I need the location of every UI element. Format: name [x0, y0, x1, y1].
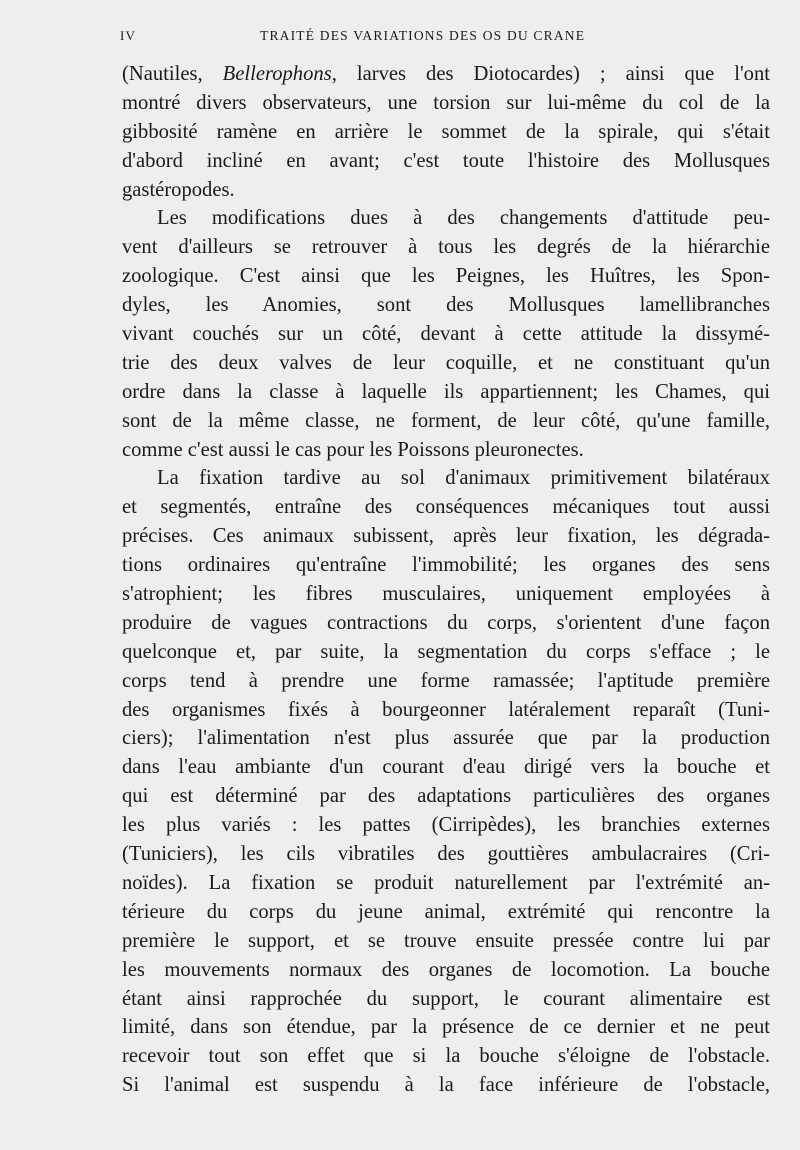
text-line: les plus variés : les pattes (Cirripèdes), les branchies externes [122, 814, 770, 837]
text-line: et segmentés, entraîne des conséquences mécaniques tout aussi [122, 496, 770, 519]
text-line: corps tend à prendre une forme ramassée; l'aptitude première [122, 669, 770, 692]
text-line: térieure du corps du jeune animal, extrémité qui rencontre la [122, 900, 770, 923]
text-line: première le support, et se trouve ensuite pressée contre lui par [122, 929, 770, 952]
text-line: noïdes). La fixation se produit naturellement par l'extrémité an- [122, 871, 770, 894]
text-line: trie des deux valves de leur coquille, et ne constituant qu'un [122, 351, 770, 374]
text-line: zoologique. C'est ainsi que les Peignes, les Huîtres, les Spon- [122, 265, 770, 288]
text-line: gibbosité ramène en arrière le sommet de la spirale, qui s'était [122, 120, 770, 143]
text-line: dans l'eau ambiante d'un courant d'eau dirigé vers la bouche et [122, 756, 770, 779]
text-line: Si l'animal est suspendu à la face inférieure de l'obstacle, [122, 1074, 770, 1097]
text-line: dyles, les Anomies, sont des Mollusques lamellibranches [122, 294, 770, 317]
text-line: La fixation tardive au sol d'animaux primitivement bilatéraux [157, 467, 770, 490]
text-line: (Nautiles, Bellerophons, larves des Diotocardes) ; ainsi que l'ont [122, 63, 770, 85]
page-number: IV [120, 28, 137, 43]
text-line: recevoir tout son effet que si la bouche s'éloigne de l'obstacle. [122, 1045, 770, 1068]
running-head [120, 28, 770, 48]
text-line: vivant couchés sur un côté, devant à cette attitude la dissymé- [122, 323, 770, 346]
text-line: (Tuniciers), les cils vibratiles des gouttières ambulacraires (Cri- [122, 843, 770, 866]
text-line: montré divers observateurs, une torsion sur lui-même du col de la [122, 91, 770, 114]
italic-term: Bellerophons [222, 63, 332, 85]
text-line: des organismes fixés à bourgeonner latéralement reparaît (Tuni- [122, 698, 770, 721]
text-line: gastéropodes. [122, 178, 235, 201]
text-line: ciers); l'alimentation n'est plus assurée que par la production [122, 727, 770, 750]
text-line: s'atrophient; les fibres musculaires, uniquement employées à [122, 583, 770, 606]
body-text [122, 60, 770, 1100]
text-line: comme c'est aussi le cas pour les Poissons pleuronectes. [122, 438, 584, 461]
text-line: ordre dans la classe à laquelle ils appartiennent; les Chames, qui [122, 380, 770, 403]
text-line: sont de la même classe, ne forment, de leur côté, qu'une famille, [122, 409, 770, 432]
text-line: qui est déterminé par des adaptations particulières des organes [122, 785, 770, 808]
text-line: tions ordinaires qu'entraîne l'immobilité; les organes des sens [122, 554, 770, 577]
text-line: vent d'ailleurs se retrouver à tous les degrés de la hiérarchie [122, 236, 770, 259]
text-line: étant ainsi rapprochée du support, le courant alimentaire est [122, 987, 770, 1010]
text-line: quelconque et, par suite, la segmentation du corps s'efface ; le [122, 640, 770, 663]
text-line: d'abord incliné en avant; c'est toute l'histoire des Mollusques [122, 149, 770, 172]
text-line: Les modifications dues à des changements d'attitude peu- [157, 207, 770, 230]
text-line: précises. Ces animaux subissent, après leur fixation, les dégrada- [122, 525, 770, 548]
text-line: limité, dans son étendue, par la présence de ce dernier et ne peut [122, 1016, 770, 1039]
running-title: TRAITÉ DES VARIATIONS DES OS DU CRANE [260, 28, 586, 43]
text-line: les mouvements normaux des organes de locomotion. La bouche [122, 958, 770, 981]
text-line: produire de vagues contractions du corps, s'orientent d'une façon [122, 611, 770, 634]
